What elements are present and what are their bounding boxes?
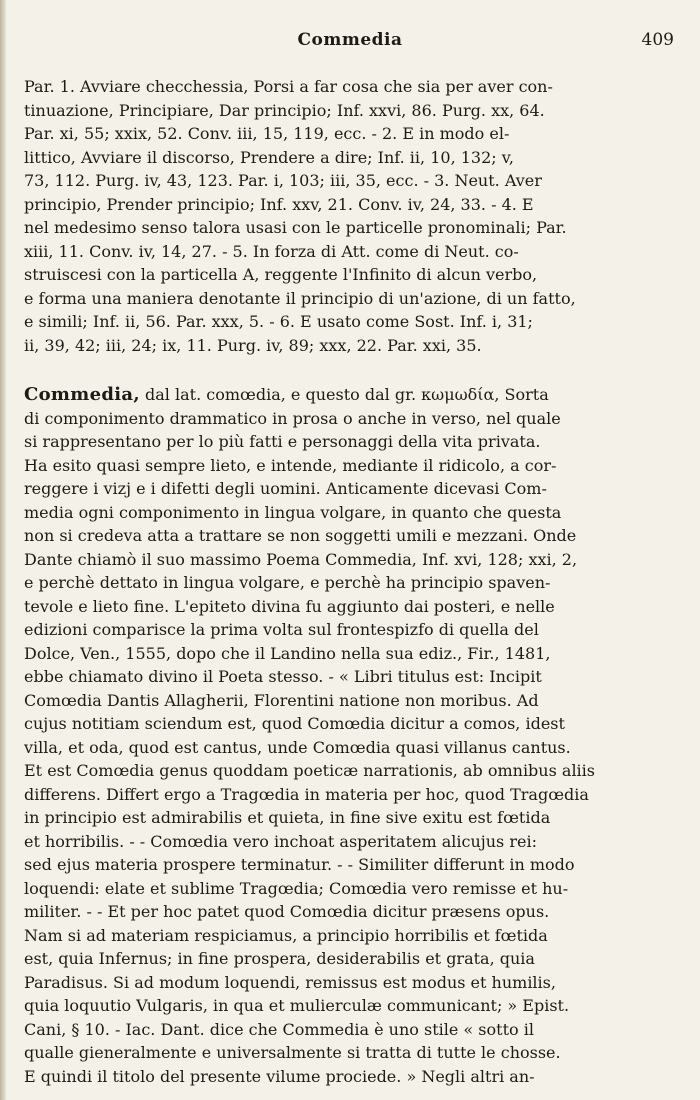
text-line: est, quia Infernus; in fine prospera, desiderabilis et grata, quia xyxy=(24,949,535,968)
text-line: Par. 1. Avviare checchessia, Porsi a far cosa che sia per aver con- xyxy=(24,77,553,96)
text-line: sed ejus materia prospere terminatur. - - Similiter differunt in modo xyxy=(24,855,575,874)
paragraph-gap xyxy=(24,357,678,383)
text-line: media ogni componimento in lingua volgare, in quanto che questa xyxy=(24,502,562,522)
text-line: et horribilis. - - Comœdia vero inchoat asperitatem alicujus rei: xyxy=(24,831,537,851)
entry-first-line-rest: dal lat. comœdia, e questo dal gr. κωμωδία, Sorta xyxy=(139,385,549,404)
text-line: e perchè dettato in lingua volgare, e perchè ha principio spaven- xyxy=(24,573,551,592)
text-line: reggere i vizj e i difetti degli uomini. Anticamente dicevasi Com- xyxy=(24,479,547,498)
text-line: Dante chiamò il suo massimo Poema Commedia, Inf. xvi, 128; xxi, 2, xyxy=(24,549,578,569)
text-line: ii, 39, 42; iii, 24; ix, 11. Purg. iv, 89; xxx, 22. Par. xxi, 35. xyxy=(24,335,482,355)
page-body xyxy=(24,75,678,1088)
text-line: e simili; Inf. ii, 56. Par. xxx, 5. - 6. E usato come Sost. Inf. i, 31; xyxy=(24,312,533,331)
text-line: Nam si ad materiam respiciamus, a principio horribilis et fœtida xyxy=(24,925,548,945)
text-line: littico, Avviare il discorso, Prendere a dire; Inf. ii, 10, 132; v, xyxy=(24,147,514,167)
text-line: e forma una maniera denotante il principio di un'azione, di un fatto, xyxy=(24,288,576,308)
text-line: Cani, § 10. - Iac. Dant. dice che Commedia è uno stile « sotto il xyxy=(24,1019,534,1039)
text-line: di componimento drammatico in prosa o anche in verso, nel quale xyxy=(24,408,561,428)
text-line: E quindi il titolo del presente vilume prociede. » Negli altri an- xyxy=(24,1066,535,1086)
text-line: xiii, 11. Conv. iv, 14, 27. - 5. In forza di Att. come di Neut. co- xyxy=(24,241,519,261)
text-line: si rappresentano per lo più fatti e personaggi della vita privata. xyxy=(24,432,541,451)
text-line: tinuazione, Principiare, Dar principio; Inf. xxvi, 86. Purg. xx, 64. xyxy=(24,100,545,120)
text-line: ebbe chiamato divino il Poeta stesso. - « Libri titulus est: Incipit xyxy=(24,667,542,686)
entry-headword: Commedia, xyxy=(24,384,140,405)
text-line xyxy=(24,383,678,407)
text-line: militer. - - Et per hoc patet quod Comœdia dicitur præsens opus. xyxy=(24,902,550,921)
text-line: qualle gieneralmente e universalmente si tratta di tutte le chosse. xyxy=(24,1043,561,1062)
text-line: nel medesimo senso talora usasi con le particelle pronominali; Par. xyxy=(24,218,567,237)
text-line: cujus notitiam sciendum est, quod Comœdia dicitur a comos, idest xyxy=(24,714,565,733)
text-line: tevole e lieto fine. L'epiteto divina fu aggiunto dai posteri, e nelle xyxy=(24,596,555,616)
text-line: loquendi: elate et sublime Tragœdia; Comœdia vero remisse et hu- xyxy=(24,878,569,898)
text-line: principio, Prender principio; Inf. xxv, 21. Conv. iv, 24, 33. - 4. E xyxy=(24,194,534,214)
text-line: in principio est admirabilis et quieta, in fine sive exitu est fœtida xyxy=(24,808,551,827)
text-line: struiscesi con la particella A, reggente l'Infinito di alcun verbo, xyxy=(24,265,538,284)
running-title: Commedia xyxy=(297,30,403,50)
page-header xyxy=(22,30,678,60)
text-line: Paradisus. Si ad modum loquendi, remissus est modus et humilis, xyxy=(24,972,556,992)
text-line: villa, et oda, quod est cantus, unde Comœdia quasi villanus cantus. xyxy=(24,737,571,757)
text-line: differens. Differt ergo a Tragœdia in materia per hoc, quod Tragœdia xyxy=(24,784,589,804)
paragraph-avviare-continuation xyxy=(24,75,678,357)
page-number: 409 xyxy=(641,30,674,50)
text-line: non si credeva atta a trattare se non soggetti umili e mezzani. Onde xyxy=(24,526,577,545)
entry-commedia xyxy=(24,383,678,1088)
book-spine-shadow xyxy=(0,0,6,1100)
text-line: Dolce, Ven., 1555, dopo che il Landino nella sua ediz., Fir., 1481, xyxy=(24,643,551,663)
text-line: Et est Comœdia genus quoddam poeticæ narrationis, ab omnibus aliis xyxy=(24,761,595,780)
text-line: quia loquutio Vulgaris, in qua et mulierculæ communicant; » Epist. xyxy=(24,996,570,1015)
text-line: 73, 112. Purg. iv, 43, 123. Par. i, 103; iii, 35, ecc. - 3. Neut. Aver xyxy=(24,171,542,190)
text-line: Comœdia Dantis Allagherii, Florentini natione non moribus. Ad xyxy=(24,690,539,710)
text-line: edizioni comparisce la prima volta sul frontespizfo di quella del xyxy=(24,620,539,639)
text-line: Par. xi, 55; xxix, 52. Conv. iii, 15, 119, ecc. - 2. E in modo el- xyxy=(24,124,510,143)
text-line: Ha esito quasi sempre lieto, e intende, mediante il ridicolo, a cor- xyxy=(24,455,557,475)
